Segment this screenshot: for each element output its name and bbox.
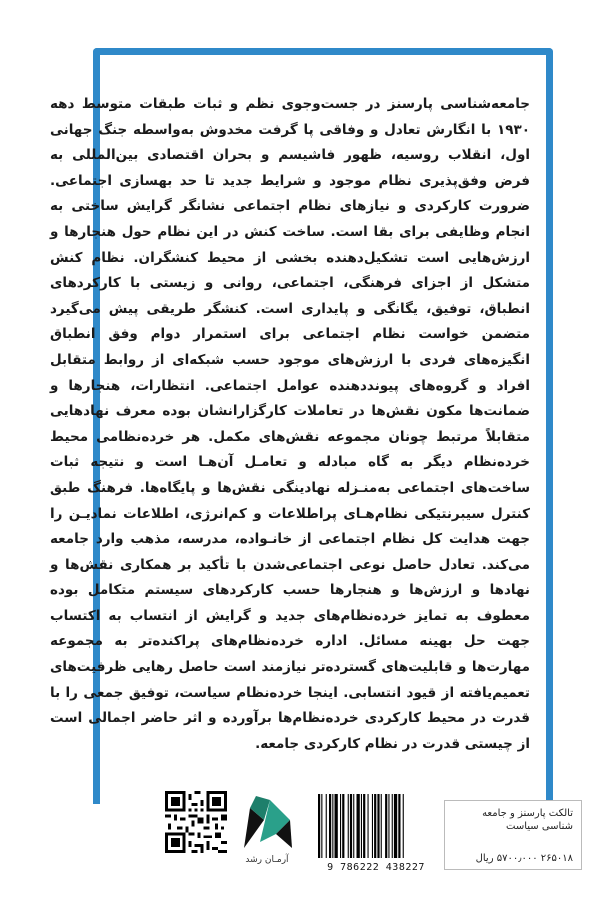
barcode-bar (368, 794, 369, 858)
barcode-bar (398, 794, 400, 858)
barcode-bar (392, 794, 393, 858)
qr-code (165, 791, 227, 853)
isbn-barcode (312, 788, 440, 872)
barcode-bar (372, 794, 373, 858)
barcode-bar (318, 794, 320, 858)
barcode-bar (377, 794, 379, 858)
sticker-title-line1: تالکت پارسنز و جامعه (482, 808, 573, 819)
publisher-name: آرمـان رشد (245, 855, 289, 865)
barcode-bar (394, 794, 397, 858)
barcode-bar (357, 794, 360, 858)
barcode-bar (342, 794, 344, 858)
publisher-logo-icon (230, 790, 304, 860)
barcode-bar (385, 794, 387, 858)
barcode-bar (326, 794, 327, 858)
barcode-bar (381, 794, 382, 858)
price-sticker (444, 800, 582, 870)
barcode-bar (361, 794, 362, 858)
barcode-bar (335, 794, 338, 858)
barcode-bar (321, 794, 322, 858)
barcode-bar (353, 794, 354, 858)
sticker-title-line2: شناسی سیاست (506, 821, 573, 832)
barcode-bar (403, 794, 404, 858)
isbn-number: 9 786222 438227 (327, 862, 425, 873)
barcode-bar (374, 794, 376, 858)
sticker-price: ۲۶۵۰۱۸ ۵۷۰۰٫۰۰۰ ریال (475, 853, 573, 864)
barcode-bar (340, 794, 341, 858)
barcode-bar (348, 794, 349, 858)
barcode-bar (363, 794, 365, 858)
back-cover-text: جامعه‌شناسی پارسنز در جست‌وجوی نظم و ثبات طبقات متوسط دهه ۱۹۳۰ با انگارش تعادل و وفاقی پا گرفت مخدوش به‌واسطه جنگ جهانی اول، انقلاب روسیه، ظهور فاشیسم و بحران اقتصادی بین‌المللی به فرض وفق‌پذیری نظام موجود و شرایط جدید تا حد بهسازی اجتماعی. ضرورت کارکردی و نیازهای نظام اجتماعی نشانگر گرایش ساختی به انجام وظایفی برای بقا است. ساخت کنش در این نظام حول هنجارها و ارزش‌هایی است تشکیل‌دهنده بخشی از محیط کنشگران. نظام کنش متشکل از اجزای فرهنگی، اجتماعی، روانی و زیستی با کارکردهای انطباق، توفیق، یگانگی و پایداری است. کنشگر طریقی پیش می‌گیرد متضمن خواست نظام اجتماعی برای استمرار دوام وفق انطباق انگیزه‌های فردی با ارزش‌های موجود حسب شبکه‌ای از روابط متقابل افراد و گروه‌های پیونددهنده عوامل اجتماعی. انتظارات، هنجارها و ضمانت‌ها مکون نقش‌ها در تعاملات کارگزارانشان بوده معرف نهادهایی متقابلاً مرتبط چونان مجموعه نقش‌های مکمل. هر خرده‌نظامی محیط خرده‌نظام دیگر به گاه مبادله و تعامـل آن‌هـا است و نتیجه ثبات ساخت‌های اجتماعی به‌منـزله نهادینگی نقش‌ها و پایگاه‌ها. فرهنگ طبق کنترل سیبرنتیکی نظام‌هـای پراطلاعات و کم‌انرژی، اطلاعات نمادیـن را جهت هدایت کل نظام اجتماعی از خانـواده، مدرسه، مذهب وارد جامعه می‌کند. تعادل حاصل نوعی اجتماعی‌شدن با تأکید بر همکاری نقش‌ها و نهادها و ارزش‌ها و هنجارها حسب کارکردهای سیستم متکامل بوده معطوف به تمایز خرده‌نظام‌های جدید و گرایش از انتساب به اکتساب جهت حل بهینه مسائل. اداره خرده‌نظام‌های پراکنده‌تر به مجموعه مهارت‌ها و قابلیت‌های گسترده‌تر نیازمند است حاصل رهایی ظرفیت‌های تعمیم‌یافته از قیود انتسابی. اینجا خرده‌نظام سیاست، توفیق جمعی را با قدرت در محیط کارکردی خرده‌نظام‌ها برآورده و اثر حاضر اجمالی است از چیستی قدرت در نظام کارکردی جامعه. (50, 96, 530, 752)
barcode-bar (350, 794, 352, 858)
barcode-bar (388, 794, 389, 858)
barcode-bar (329, 794, 331, 858)
barcode-bar (332, 794, 333, 858)
